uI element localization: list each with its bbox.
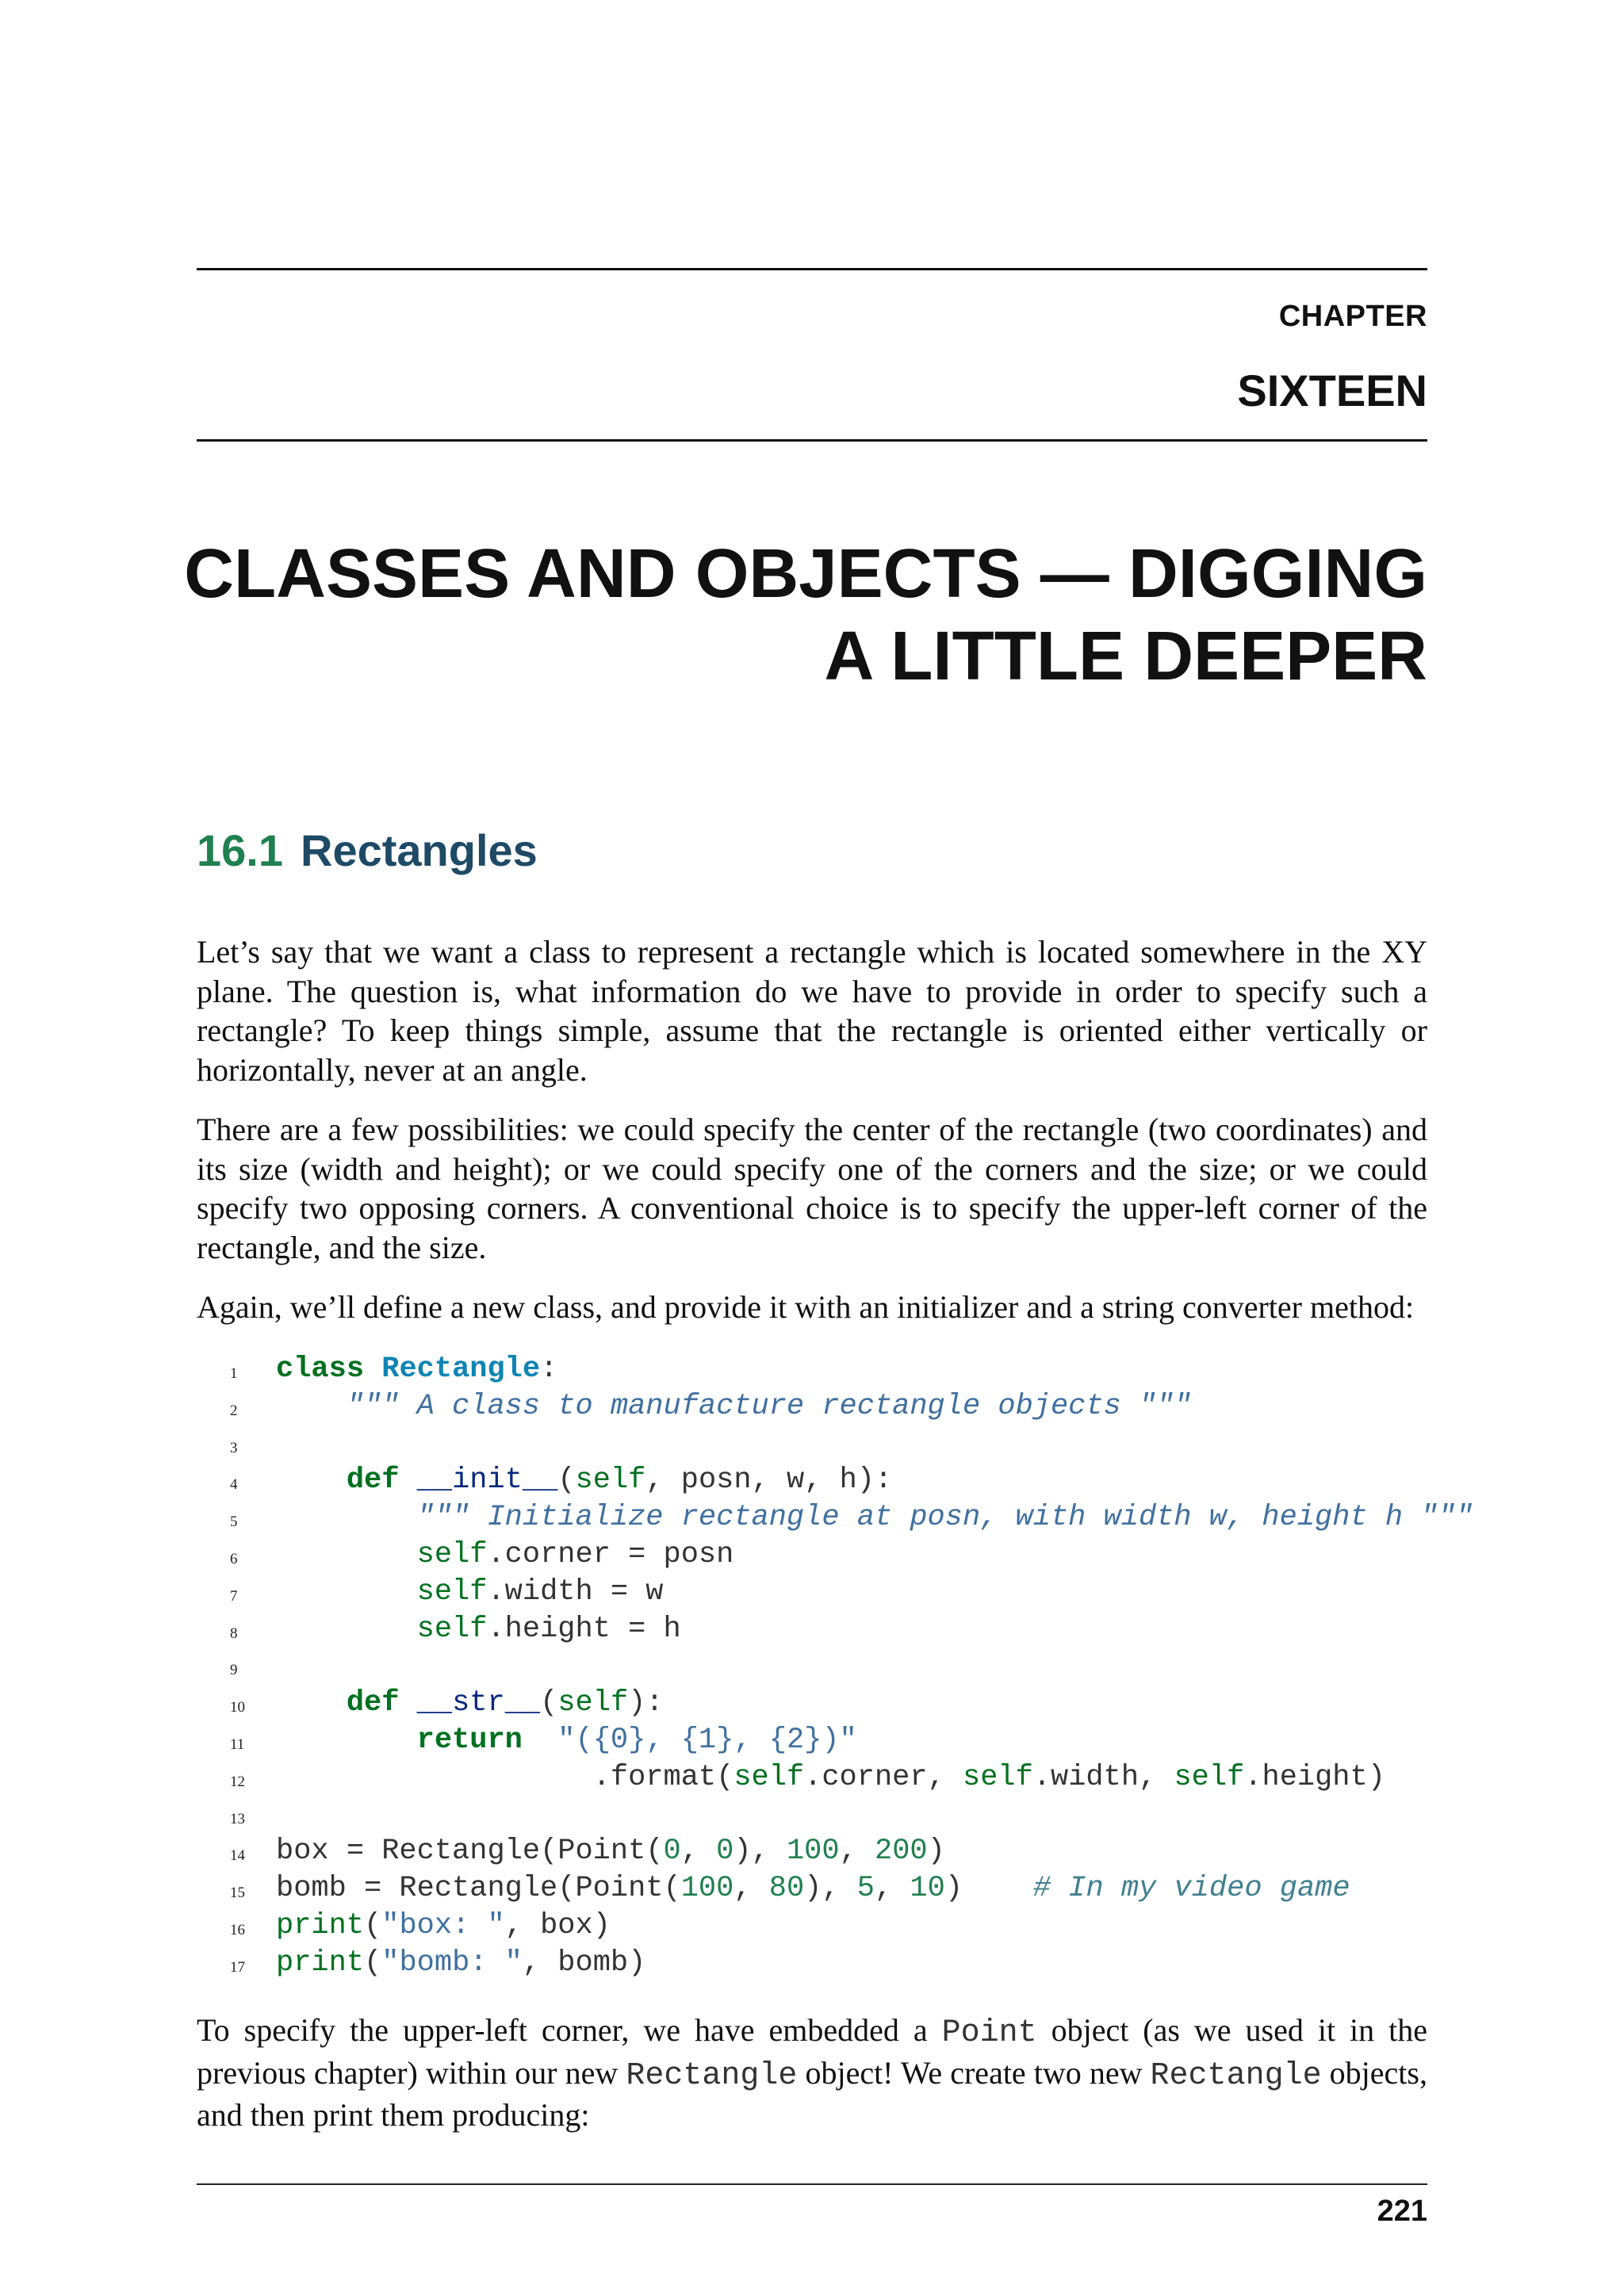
keyword: def xyxy=(346,1686,400,1720)
number-literal: 200 xyxy=(875,1835,928,1869)
class-name: Rectangle xyxy=(381,1353,541,1386)
chapter-title-line-2: A LITTLE DEEPER xyxy=(824,618,1427,695)
line-number: 2 xyxy=(230,1402,238,1419)
line-number: 17 xyxy=(230,1958,245,1976)
self-keyword: self xyxy=(416,1612,488,1646)
code-listing xyxy=(197,1351,1473,1982)
code-text: .height) xyxy=(1244,1760,1385,1794)
paragraph-1: Let’s say that we want a class to represent a rectangle which is located somewhere in the XY plane. The question is, what information do we have to provide in order to specify such a rectangle? To keep things simple, assume that the rectangle is oriented either vertically or horizontally, never at an angle. xyxy=(197,934,1427,1088)
code-text: .format( xyxy=(592,1760,734,1794)
chapter-title-line-1: CLASSES AND OBJECTS — DIGGING xyxy=(184,535,1427,612)
section-number: 16.1 xyxy=(197,825,283,875)
paragraph-4-text: objects, and then print them producing: xyxy=(197,2054,1427,2133)
line-number: 15 xyxy=(230,1885,245,1902)
code-line-17 xyxy=(197,1945,1427,1982)
builtin-function: print xyxy=(276,1908,365,1942)
keyword: class xyxy=(276,1353,365,1386)
code-text: : xyxy=(540,1353,558,1386)
code-line-9 xyxy=(197,1647,1427,1685)
code-text: ( xyxy=(557,1464,576,1498)
code-text: ( xyxy=(540,1686,558,1720)
paragraph-4-text: object! We create two new xyxy=(797,2054,1151,2091)
code-text: bomb = Rectangle(Point( xyxy=(276,1872,681,1906)
code-text: ) xyxy=(944,1872,963,1906)
docstring: """ Initialize rectangle at posn, with width w, height h """ xyxy=(416,1501,1473,1535)
paragraph-2: There are a few possibilities: we could specify the center of the rectangle (two coordinates) and its size (width and height); or we could specify one of the corners and the size; or we could specify two opposing corners. A conventional choice is to specify the upper-left corner of the rectangle, and the size. xyxy=(197,1112,1427,1265)
line-number: 3 xyxy=(230,1439,238,1456)
code-text: , xyxy=(875,1872,910,1906)
keyword: return xyxy=(416,1723,523,1757)
code-line-8 xyxy=(197,1611,1427,1648)
string-literal: "box: " xyxy=(381,1908,505,1942)
paragraph-4 xyxy=(197,2011,1427,2135)
self-keyword: self xyxy=(557,1686,629,1720)
number-literal: 100 xyxy=(680,1872,734,1906)
line-number: 10 xyxy=(230,1699,245,1716)
chapter-top-rule xyxy=(197,268,1427,270)
code-text: box = Rectangle(Point( xyxy=(276,1835,664,1869)
string-literal: "bomb: " xyxy=(381,1946,523,1980)
chapter-bottom-rule xyxy=(197,439,1427,442)
code-line-4 xyxy=(197,1462,1427,1499)
code-line-7 xyxy=(197,1574,1427,1611)
builtin-function: print xyxy=(276,1946,365,1980)
code-line-14 xyxy=(197,1833,1427,1870)
number-literal: 100 xyxy=(786,1835,840,1869)
code-text: , xyxy=(839,1835,875,1869)
code-text: ) xyxy=(927,1835,945,1869)
number-literal: 0 xyxy=(716,1835,734,1869)
code-text: ), xyxy=(733,1835,787,1869)
self-keyword: self xyxy=(416,1575,488,1609)
section-title: Rectangles xyxy=(301,825,538,875)
code-line-15 xyxy=(197,1870,1427,1908)
line-number: 14 xyxy=(230,1847,245,1865)
line-number: 16 xyxy=(230,1921,245,1938)
code-text: .corner = posn xyxy=(487,1537,734,1571)
line-number: 7 xyxy=(230,1587,238,1605)
code-text: , xyxy=(680,1835,717,1869)
line-number: 9 xyxy=(230,1662,238,1679)
code-text: .width = w xyxy=(487,1575,664,1609)
code-line-11 xyxy=(197,1722,1427,1759)
number-literal: 5 xyxy=(856,1872,875,1906)
self-keyword: self xyxy=(575,1464,646,1498)
self-keyword: self xyxy=(733,1760,805,1794)
paragraph-4-text: To specify the upper-left corner, we have embedded a xyxy=(197,2012,942,2048)
self-keyword: self xyxy=(416,1537,488,1571)
code-text: .corner, xyxy=(804,1760,963,1794)
chapter-label: CHAPTER xyxy=(1278,300,1427,333)
code-line-16 xyxy=(197,1908,1427,1945)
docstring: """ A class to manufacture rectangle objects """ xyxy=(346,1389,1192,1423)
code-text: , xyxy=(733,1872,769,1906)
code-line-12 xyxy=(197,1759,1427,1797)
code-line-2 xyxy=(197,1388,1427,1425)
inline-code-rectangle: Rectangle xyxy=(626,2057,798,2094)
page-number: 221 xyxy=(1377,2195,1427,2228)
line-number: 1 xyxy=(230,1365,238,1382)
code-text: , posn, w, h): xyxy=(645,1464,893,1498)
line-number: 8 xyxy=(230,1624,238,1642)
paragraph-3: Again, we’ll define a new class, and provide it with an initializer and a string converter method: xyxy=(197,1289,1415,1325)
code-line-5 xyxy=(197,1499,1473,1536)
code-text: ), xyxy=(804,1872,857,1906)
code-text: ): xyxy=(628,1686,664,1720)
code-text: ( xyxy=(364,1946,382,1980)
function-name: __str__ xyxy=(416,1686,541,1720)
line-number: 11 xyxy=(230,1735,245,1753)
inline-code-point: Point xyxy=(941,2015,1037,2051)
string-literal: "({0}, {1}, {2})" xyxy=(557,1723,857,1757)
code-text: , bomb) xyxy=(522,1946,646,1980)
code-line-6 xyxy=(197,1536,1427,1574)
section-heading xyxy=(197,825,538,876)
footer-rule xyxy=(197,2183,1427,2185)
code-line-10 xyxy=(197,1685,1427,1722)
code-text: .width, xyxy=(1032,1760,1174,1794)
line-number: 12 xyxy=(230,1773,245,1790)
paragraph-4-text: object (as we used it in the previous chapter) within our new xyxy=(197,2012,1427,2091)
line-number: 13 xyxy=(230,1810,245,1827)
self-keyword: self xyxy=(1174,1760,1245,1794)
line-number: 4 xyxy=(230,1476,238,1494)
self-keyword: self xyxy=(962,1760,1033,1794)
code-line-1 xyxy=(197,1351,1427,1388)
code-line-3 xyxy=(197,1425,1427,1463)
number-literal: 10 xyxy=(910,1872,945,1906)
code-text: .height = h xyxy=(487,1612,681,1646)
code-text: ( xyxy=(364,1908,382,1942)
chapter-number: SIXTEEN xyxy=(1237,365,1427,415)
number-literal: 80 xyxy=(768,1872,805,1906)
line-number: 5 xyxy=(230,1513,238,1531)
line-number: 6 xyxy=(230,1550,238,1567)
keyword: def xyxy=(346,1464,400,1498)
number-literal: 0 xyxy=(663,1835,681,1869)
chapter-title xyxy=(159,533,1427,698)
code-line-13 xyxy=(197,1797,1427,1834)
function-name: __init__ xyxy=(416,1464,558,1498)
inline-code-rectangle: Rectangle xyxy=(1150,2057,1322,2094)
code-text: , box) xyxy=(504,1908,611,1942)
code-comment: # In my video game xyxy=(1032,1872,1350,1906)
